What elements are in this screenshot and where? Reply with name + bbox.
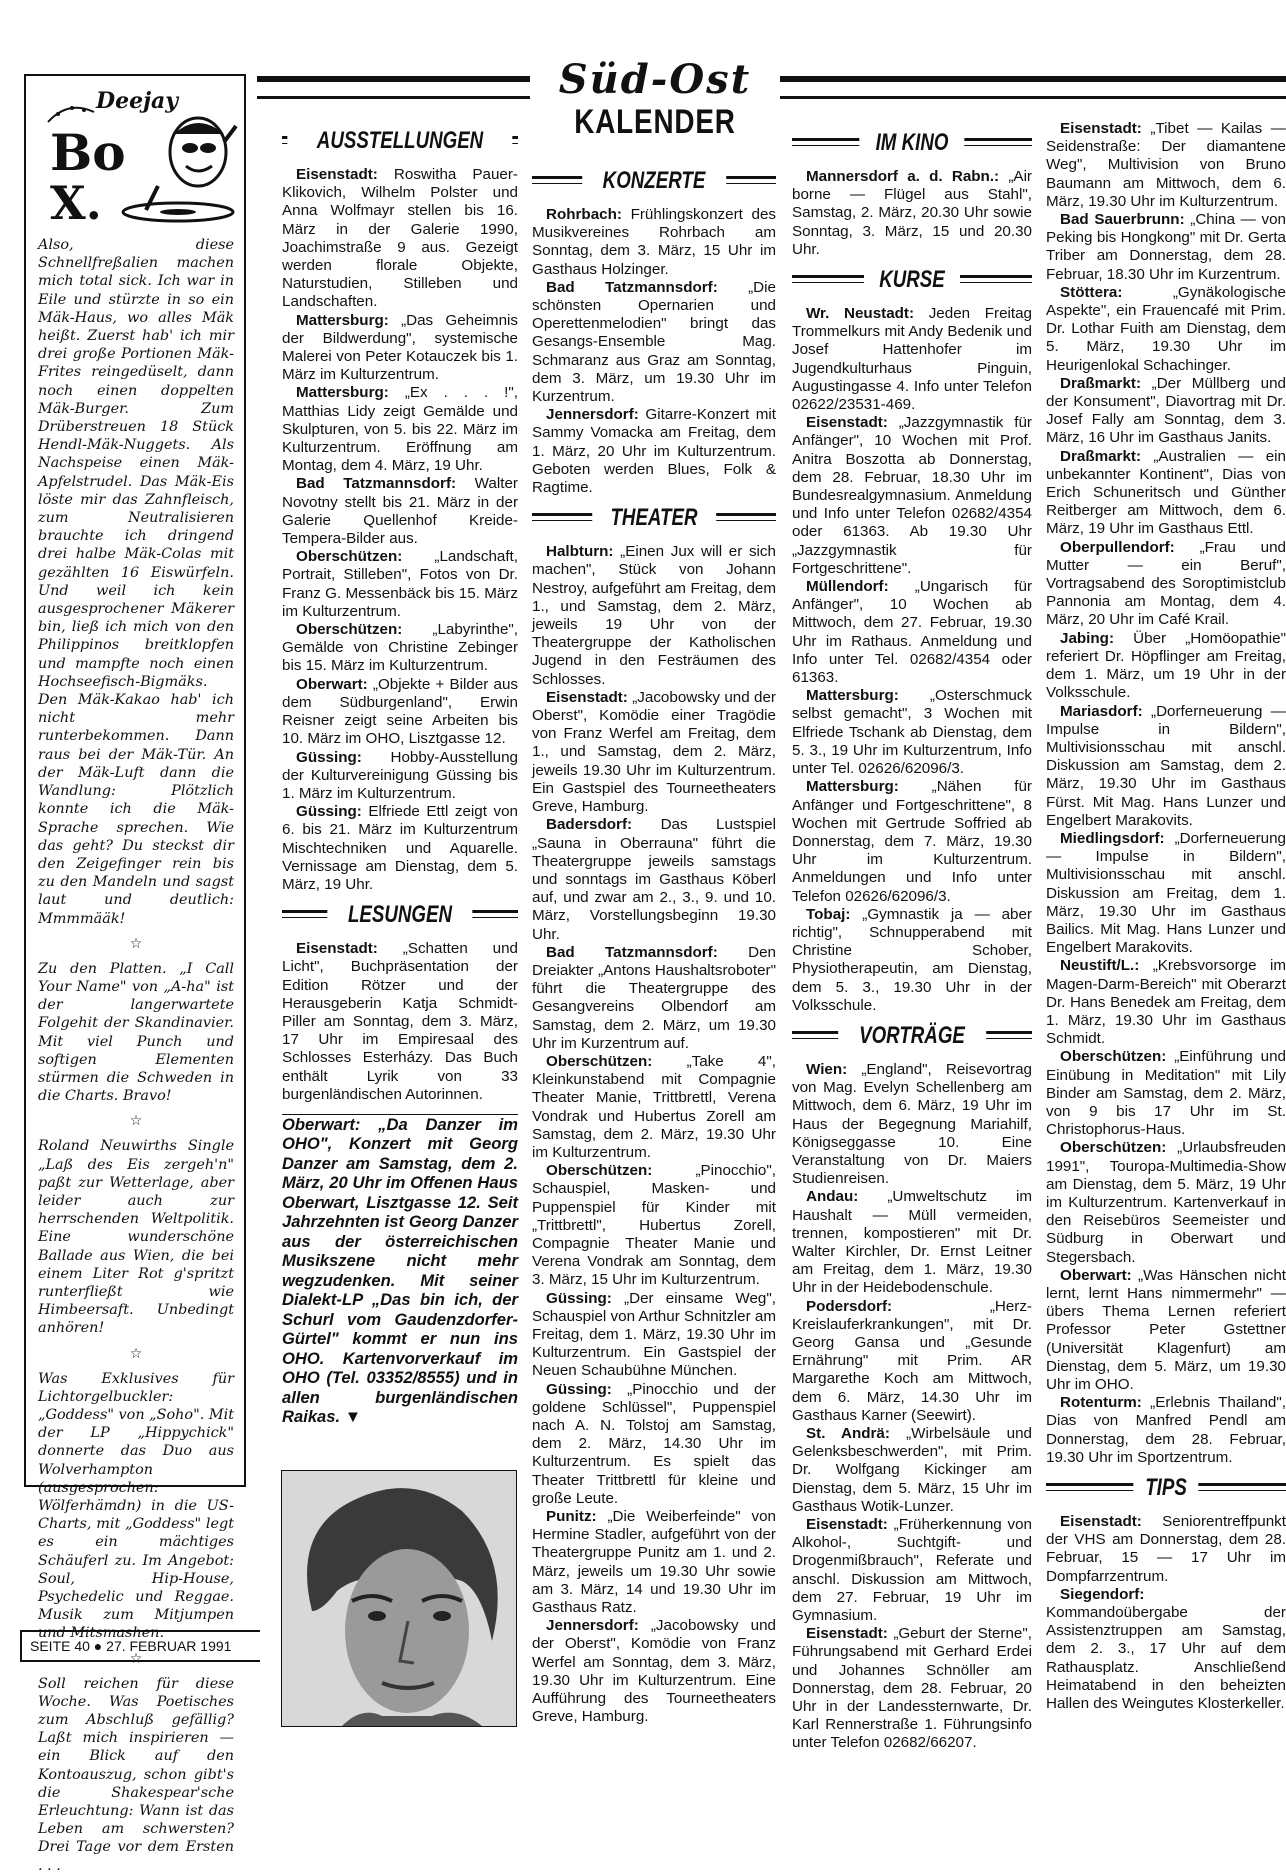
event-listing	[1046, 1586, 1286, 1713]
event-listing	[532, 279, 776, 406]
column-2	[532, 160, 776, 1726]
event-place: Bad Tatzmannsdorf:	[546, 278, 718, 296]
event-place: Punitz:	[546, 1508, 597, 1526]
event-text: Walter Novotny stellt bis 21. März in der Galerie Quellenhof Kreide-Tempera-Bilder aus.	[282, 475, 518, 548]
event-listing	[282, 312, 518, 385]
column-3	[792, 122, 1032, 1753]
event-place: Eisenstadt:	[1060, 1513, 1142, 1531]
event-text: „Osterschmuck selbst gemacht", 3 Wochen mit Elfriede Tschank ab Dienstag, dem 5. 3., 19 Uhr im Kulturzentrum, Info unter Tel. 02626/62096/3.	[792, 687, 1032, 778]
kurse-list	[792, 305, 1032, 1015]
event-text: „Dorferneuerung — Impulse in Bildern", Multivisionsschau mit anschl. Diskussion am Samstag, dem 2. März, 19.30 Uhr im Gasthaus Fürst. Mit Mag. Hans Lunzer und Engelbert Marakovits.	[1046, 702, 1286, 829]
event-listing	[532, 543, 776, 689]
logo-x-text: X.	[50, 176, 102, 230]
event-place: Draßmarkt:	[1060, 447, 1142, 465]
event-place: Rotenturm:	[1060, 1394, 1142, 1412]
event-listing	[1046, 539, 1286, 630]
event-place: St. Andrä:	[806, 1425, 890, 1442]
event-listing	[282, 475, 518, 548]
event-place: Oberschützen:	[546, 1162, 653, 1180]
event-listing	[282, 676, 518, 749]
event-listing	[1046, 703, 1286, 830]
event-place: Bad Tatzmannsdorf:	[546, 943, 718, 961]
event-listing	[792, 1425, 1032, 1516]
event-place: Mattersburg:	[296, 384, 389, 402]
section-header-kino: IM KINO	[792, 128, 1032, 160]
event-text: „Nähen für Anfänger und Fortgeschrittene", 8 Wochen mit Gertrude Soffried ab Donnerstag, dem 7. März, 19.30 Uhr im Kulturzentrum. Anmeldungen und Info unter Telefon 02626/62096/3.	[792, 778, 1032, 905]
event-listing	[1046, 284, 1286, 375]
event-listing	[532, 206, 776, 279]
page-footer: SEITE 40 ● 27. FEBRUAR 1991	[20, 1630, 260, 1662]
event-place: Stöttera:	[1060, 283, 1123, 301]
event-place: Eisenstadt:	[806, 414, 888, 432]
event-text: „Gynäkologische Aspekte", ein Frauencafé mit Prim. Dr. Lothar Fuith am Dienstag, dem 5. März, 19.30 Uhr im Heurigenlokal Schachinger.	[1046, 283, 1286, 374]
theater-list	[532, 543, 776, 1726]
event-place: Eisenstadt:	[1060, 120, 1142, 137]
event-listing	[282, 803, 518, 894]
section-header-vortraege: VORTRÄGE	[792, 1021, 1032, 1053]
event-listing	[1046, 1048, 1286, 1139]
event-place: Draßmarkt:	[1060, 374, 1142, 392]
event-place: Güssing:	[296, 803, 362, 821]
event-place: Jennersdorf:	[546, 406, 639, 424]
event-text: „Die Weiberfeinde" von Hermine Stadler, aufgeführt von der Theatergruppe Punitz am 1. und 2. März, jeweils um 19.30 Uhr sowie am 3. März, 14 und 19.30 Uhr im Gasthaus Ratz.	[532, 1508, 776, 1617]
event-place: Rohrbach:	[546, 206, 622, 223]
deejay-paragraph: Roland Neuwirths Single „Laß des Eis zergeh'n" paßt zur Wetterlage, aber leider auch zur herrschenden Weltpolitik. Eine wunderschöne Ballade aus Wien, die bei einem Liter Rot g'spritzt runterfließt wie Himbeersaft. Unbedingt anhören!	[38, 1138, 234, 1337]
column-4	[1046, 120, 1286, 1713]
section-header-theater: THEATER	[532, 503, 776, 535]
event-place: Eisenstadt:	[546, 688, 628, 706]
event-text: „Gymnastik ja — aber richtig", Schnupperabend mit Christine Schober, Physiotherapeutin, am Dienstag, dem 5. 3., 19.30 Uhr in der Volksschule.	[792, 905, 1032, 1014]
masthead	[530, 58, 780, 148]
lesungen-list	[282, 940, 518, 1104]
event-text: „Frau und Mutter — ein Beruf", Vortragsabend des Soroptimistclub Pannonia am Montag, dem 4. März, 20 Uhr im Café Krail.	[1046, 538, 1286, 629]
event-text: Das Lustspiel „Sauna in Oberrauna" führt die Theatergruppe jeweils samstags und sonntags im Gasthaus Köberl auf, und zwar am 2., 3., 9. und 10. März, Vorstellungsbeginn 19.30 Uhr.	[532, 816, 776, 943]
event-place: Eisenstadt:	[806, 1516, 888, 1534]
event-text: Gitarre-Konzert mit Sammy Vomacka am Freitag, dem 1. März, 20 Uhr im Kulturzentrum. Geboten werden Blues, Folk & Ragtime.	[532, 406, 776, 497]
event-place: Mattersburg:	[806, 687, 899, 705]
star-divider: ☆	[129, 1650, 143, 1667]
event-place: Oberpullendorf:	[1060, 538, 1175, 556]
event-listing	[1046, 830, 1286, 957]
event-place: Bad Tatzmannsdorf:	[296, 475, 457, 493]
event-place: Güssing:	[546, 1380, 612, 1398]
event-text: „Der einsame Weg", Schauspiel von Arthur Schnitzler am Freitag, dem 1. März, 19.30 Uhr im Kulturzentrum. Ein Gastspiel der Neuen Schaubühne München.	[532, 1289, 776, 1380]
event-listing	[532, 406, 776, 497]
event-listing	[792, 1298, 1032, 1425]
event-text: „Das Geheimnis der Bildwerdung", systemische Malerei von Peter Kotauczek bis 1. März im Kulturzentrum.	[282, 311, 518, 384]
event-listing	[532, 689, 776, 816]
kino-list	[792, 168, 1032, 259]
event-place: Güssing:	[546, 1289, 612, 1307]
deejay-paragraph: Also, diese Schnellfreßalien machen mich total sick. Ich war in Eile und stürzte in so ein Mäk-Haus, wo alles Mäk heißt. Zuerst hab' ich mir drei große Portionen Mäk-Frites reingedüselt, dann noch einen doppelten Mäk-Burger. Zum Drüberstreuen 18 Stück Hendl-Mäk-Nuggets. Als Nachspeise einen Mäk-Apfelstrudel. Das Mäk-Eis löste mir das Zahnfleisch, zum Neutralisieren brauchte ich dringend drei halbe Mäk-Colas mit gezählten 16 Eiswürfeln. Und weil ich kein ausgesprochener Mäkerer bin, ließ ich mich von den Philippinos breitklopfen und mampfte noch einen Hochseefisch-Bigmäks. Den Mäk-Kakao hab' ich nicht mehr runterbekommen. Dann raus bei der Mäk-Tür. An der Mäk-Luft dann die Wandlung: Plötzlich konnte ich die Mäk-Sprache sprechen. Wie das geht? Du steckst dir den Zeigefinger rein bis zu den Mandeln und sagst laut und deutlich: Mmmmääk!	[38, 237, 234, 927]
event-place: Oberschützen:	[296, 548, 403, 566]
event-place: Müllendorf:	[806, 578, 889, 596]
event-text: „Der Müllberg und der Konsument", Diavortrag mit Dr. Josef Fally am Sonntag, dem 3. März, 16 Uhr im Gasthaus Janits.	[1046, 374, 1286, 447]
event-text: „Geburt der Sterne", Führungsabend mit Gerhard Erdei und Johannes Schnöller am Donnerstag, dem 28. Februar, 20 Uhr in der Landessternwarte, Dr. Karl Rennerstraße 1. Führungsinfo unter Telefon 02682/66207.	[792, 1625, 1032, 1752]
event-listing	[532, 1290, 776, 1381]
event-text: „Ex . . . !", Matthias Lidy zeigt Gemälde und Skulpturen, von 5. bis 22. März im Kulturzentrum. Eröffnung am Montag, dem 4. März, 19 Uhr.	[282, 384, 518, 475]
event-place: Jennersdorf:	[546, 1617, 639, 1635]
event-place: Tobaj:	[806, 905, 851, 923]
tips-list	[1046, 1513, 1286, 1713]
event-text: Hobby-Ausstellung der Kulturvereinigung Güssing bis 1. März im Kulturzentrum.	[282, 748, 518, 802]
event-listing	[792, 1188, 1032, 1297]
event-place: Mattersburg:	[806, 778, 899, 796]
event-place: Bad Sauerbrunn:	[1060, 211, 1185, 229]
star-divider: ☆	[129, 1113, 143, 1130]
event-listing	[532, 1617, 776, 1726]
event-text: „Dorferneuerung — Impulse in Bildern", Multivisionsschau mit anschl. Diskussion am Freitag, dem 1. März, 19.30 Uhr im Gasthaus Bailics. Mit Mag. Hans Lunzer und Engelbert Marakovits.	[1046, 829, 1286, 957]
event-listing	[282, 548, 518, 621]
event-text: „Umweltschutz im Haushalt — Müll vermeiden, trennen, kompostieren" mit Dr. Walter Kirchler, Dr. Ernst Leitner am Freitag, dem 1. März, 19.30 Uhr in der Heidebodenschule.	[792, 1188, 1032, 1297]
georg-danzer-photo	[281, 1470, 517, 1727]
event-place: Wr. Neustadt:	[806, 305, 915, 323]
event-text: „Wirbelsäule und Gelenksbeschwerden", mit Prim. Dr. Wolfgang Kickinger am Dienstag, dem 5. März, 15 Uhr im Gasthaus Wotik-Lunzer.	[792, 1425, 1032, 1515]
event-listing	[792, 305, 1032, 414]
event-text: „England", Reisevortrag von Mag. Evelyn Schellenberg am Mittwoch, dem 6. März, 19 Uhr im Haus der Begegnung Mariahilf, Königseggasse 10. Eine Veranstaltung von Dr. Maiers Studienreisen.	[792, 1060, 1032, 1188]
event-listing	[792, 778, 1032, 905]
event-text: Elfriede Ettl zeigt von 6. bis 21. März im Kulturzentrum Mischtechniken und Aquarelle. Vernissage am Dienstag, dem 5. März, 19 Uhr.	[282, 803, 518, 893]
event-place: Wien:	[806, 1060, 848, 1078]
event-text: Frühlingskonzert des Musikvereines Rohrbach am Sonntag, dem 3. März, 15 Uhr im Gasthaus Holzinger.	[532, 206, 776, 278]
event-place: Oberschützen:	[296, 621, 403, 639]
event-text: Roswitha Pauer-Klikovich, Wilhelm Polster und Anna Wolfmayr stellen bis 16. März in der Galerie 1990, Joachimstraße 9 aus. Gezeigt werden florale Objekte, Naturstudien, Stilleben und Landschaften.	[282, 166, 518, 311]
event-text: „Landschaft, Portrait, Stilleben", Fotos von Dr. Franz G. Messenbäck bis 15. März im Kulturzentrum.	[282, 548, 518, 620]
event-place: Oberwart:	[1060, 1266, 1132, 1284]
event-text: „Tibet — Kailas — Seidenstraße: Der diamantene Weg", Multivision von Bruno Baumann am Mittwoch, dem 6. März, 19.30 Uhr im Kulturzentrum.	[1046, 120, 1286, 210]
column-1	[282, 120, 518, 1427]
deejay-box-logo	[38, 76, 234, 236]
event-listing	[532, 1053, 776, 1162]
event-text: „Ungarisch für Anfänger", 10 Wochen ab Mittwoch, dem 27. Februar, 19.30 Uhr im Rathaus. Anmeldung und Info unter Tel. 02682/4354 oder 61363.	[792, 578, 1032, 687]
event-place: Halbturn:	[546, 543, 614, 561]
masthead-top: Süd-Ost	[558, 56, 752, 103]
event-text: „Einen Jux will er sich machen", Stück von Johann Nestroy, aufgeführt am Freitag, dem 1., und Samstag, dem 2. März, jeweils 19 Uhr von der Theatergruppe der Katholischen Jugend in den Festräumen des Schlosses.	[532, 543, 776, 688]
event-text: „Urlaubsfreuden 1991", Touropa-Multimedia-Show am Dienstag, dem 5. März, 19 Uhr im Kulturzentrum. Kartenverkauf in den Reisebüros Seemeister und Südburg in Oberwart und Stegersbach.	[1046, 1139, 1286, 1266]
event-listing	[1046, 1139, 1286, 1266]
event-listing	[792, 1516, 1032, 1625]
event-text: Jeden Freitag Trommelkurs mit Andy Bedenik und Josef Hattenhofer im Jugendkulturhaus Pinguin, Augustingasse 4. Info unter Telefon 02622/23531-469.	[792, 305, 1032, 414]
event-listing	[1046, 448, 1286, 539]
event-place: Andau:	[806, 1188, 859, 1206]
star-divider: ☆	[129, 1345, 143, 1362]
event-text: „Air borne — Flügel aus Stahl", Samstag, 2. März, 20.30 Uhr sowie Sonntag, 3. März, 15 und 20.30 Uhr.	[792, 168, 1032, 258]
section-header-lesungen: LESUNGEN	[282, 900, 518, 932]
event-text: „China — von Peking bis Hongkong" mit Dr. Gerta Triber am Donnerstag, dem 28. Februar, 18.30 Uhr im Kurzentrum.	[1046, 211, 1286, 283]
event-text: „Einführung und Einübung in Meditation" mit Lily Binder am Samstag, dem 2. März, von 9 bis 17 Uhr im St. Christophorus-Haus.	[1046, 1048, 1286, 1139]
event-text: „Schatten und Licht", Buchpräsentation der Edition Rötzer und der Herausgeberin Katja Schmidt-Piller am Sonntag, dem 3. März, 17 Uhr im Empiresaal des Schlosses Esterházy. Das Buch enthält Lyrik von 33 burgenländischen Autorinnen.	[282, 940, 518, 1103]
logo-deejay-text: Deejay	[96, 88, 179, 114]
event-listing	[1046, 1394, 1286, 1467]
deejay-paragraph: Soll reichen für diese Woche. Was Poetisches zum Abschluß gefällig? Laßt mich inspirieren — ein Blick auf den Kontoauszug, schon gibt's die Shakespear'sche Erleuchtung: Wann ist das Leben am schwersten? Drei Tage vor dem Ersten . . .	[38, 1675, 234, 1874]
event-text: „Pinocchio und der goldene Schlüssel", Puppenspiel nach A. N. Tolstoj am Samstag, dem 2. März, 14.30 Uhr im Kulturzentrum. Es spielt das Theater Trittbrettl für kleine und große Leute.	[532, 1380, 776, 1507]
event-listing	[532, 1162, 776, 1289]
event-place: Oberschützen:	[1060, 1048, 1167, 1066]
event-place: Podersdorf:	[806, 1297, 893, 1315]
event-place: Mariasdorf:	[1060, 702, 1143, 720]
event-text: „Pinocchio", Schauspiel, Masken- und Puppenspiel für Kinder mit „Trittbrettl", Hubertus Zorell, Compagnie Theater Manie und Verena Vondrak am Sonntag, dem 3. März, 15 Uhr im Kulturzentrum.	[532, 1162, 776, 1289]
event-place: Eisenstadt:	[296, 940, 378, 958]
event-listing	[532, 1508, 776, 1617]
event-text: „Jacobowsky und der Oberst", Komödie von Franz Werfel am Sonntag, dem 3. März, 19.30 Uhr im Kulturzentrum. Eine Aufführung des Tourneetheaters Greve, Hamburg.	[532, 1617, 776, 1726]
event-text: „Take 4", Kleinkunstabend mit Compagnie Theater Manie, Trittbrettl, Verena Vondrak und Hubertus Zorell am Samstag, dem 2. März, 19.30 Uhr im Kulturzentrum.	[532, 1052, 776, 1161]
event-text: Seniorentreffpunkt der VHS am Donnerstag, dem 28. Februar, 15 — 17 Uhr im Dompfarrzentrum.	[1046, 1513, 1286, 1585]
event-listing	[792, 1061, 1032, 1188]
event-text: „Die schönsten Opernarien und Operettenmelodien" bringt das Gesangs-Ensemble Mag. Schmaranz aus Graz am Sonntag, dem 3. März, um 19.30 Uhr im Kurzentrum.	[532, 278, 776, 406]
section-header-tips: TIPS	[1046, 1473, 1286, 1505]
event-text: „Was Hänschen nicht lernt, lernt Hans nimmermehr" — übers Thema Lernen referiert Professor Peter Gstettner (Universität Klagenfurt) am Dienstag, dem 5. März, um 19.30 Uhr im OHO.	[1046, 1266, 1286, 1394]
event-text: Kommandoübergabe der Assistenztruppen am Samstag, dem 2. 3., 17 Uhr auf dem Rathausplatz. Anschließend Heimatabend in den beheizten Hallen des Weingutes Klosterkeller.	[1046, 1604, 1286, 1713]
event-listing	[792, 578, 1032, 687]
event-place: Eisenstadt:	[806, 1625, 888, 1643]
event-listing	[1046, 1267, 1286, 1394]
konzerte-list	[532, 206, 776, 497]
event-place: Badersdorf:	[546, 816, 633, 834]
event-listing	[1046, 120, 1286, 211]
deejay-paragraph: Was Exklusives für Lichtorgelbuckler: „Goddess" von „Soho". Mit der LP „Hippychick" donnerte das Duo aus Wolverhampton (ausgesprochen: Wölferhämdn) in die US-Charts, mit „Goddess" legt es ein mächtiges Schäuferl zu. Im Angebot: Soul, Hip-House, Psychedelic und Reggae. Musik zum Mitjumpen und Mitsmashen.	[38, 1370, 234, 1642]
event-listing	[792, 168, 1032, 259]
event-listing	[1046, 1513, 1286, 1586]
event-text: „Krebsvorsorge im Magen-Darm-Bereich" mit Oberarzt Dr. Hans Benedek am Freitag, dem 1. März, 19.30 Uhr im Gasthaus Schmidt.	[1046, 957, 1286, 1048]
event-place: Eisenstadt:	[296, 166, 378, 183]
event-place: Siegendorf:	[1060, 1585, 1145, 1603]
event-text: Den Dreiakter „Antons Haushaltsroboter" führt die Theatergruppe des Gesangvereins Olbendorf am Samstag, dem 2. März, um 19.30 Uhr im Kurzentrum auf.	[532, 943, 776, 1052]
event-listing	[532, 1381, 776, 1508]
event-listing	[282, 621, 518, 676]
deejay-paragraph: Zu den Platten. „I Call Your Name" von „A-ha" ist der langerwartete Folgehit der Skandinavier. Mit viel Punch und softigen Elementen stürmen die Schweden in die Charts. Bravo!	[38, 960, 234, 1105]
event-listing	[282, 749, 518, 804]
event-place: Oberschützen:	[1060, 1139, 1167, 1157]
event-text: Über „Homöopathie" referiert Dr. Höpflinger am Freitag, dem 1. März, um 19 Uhr in der Volksschule.	[1046, 629, 1286, 702]
event-listing	[792, 414, 1032, 578]
event-place: Jabing:	[1060, 629, 1115, 647]
event-listing	[282, 384, 518, 475]
event-listing	[792, 906, 1032, 1015]
event-listing	[1046, 957, 1286, 1048]
event-listing	[1046, 211, 1286, 284]
event-place: Mannersdorf a. d. Rabn.:	[806, 168, 1000, 185]
event-listing	[532, 816, 776, 943]
teaser-arrow-icon: ▼	[344, 1407, 362, 1427]
event-text: „Jazzgymnastik für Anfänger", 10 Wochen mit Prof. Anitra Boszotta ab Donnerstag, dem 28. Februar, 18.30 Uhr im Bundesrealgymnasium. Anmeldung und Info unter Telefon 02682/4354 oder 61363. Ab 19.30 Uhr „Jazzgymnastik für Fortgeschrittene".	[792, 414, 1032, 577]
event-text: „Jacobowsky und der Oberst", Komödie einer Tragödie von Franz Werfel am Freitag, dem 1., und Samstag, dem 2. März, jeweils 19.30 Uhr im Kulturzentrum. Ein Gastspiel des Tourneetheaters Greve, Hamburg.	[532, 688, 776, 816]
vortraege-continued-list	[1046, 120, 1286, 1467]
event-text: „Australien — ein unbekannter Kontinent", Dias von Erich Schuneritsch und Günther Reitberger am Mittwoch, dem 6. März, 19 Uhr im Gasthaus Ettl.	[1046, 447, 1286, 538]
event-place: Neustift/L.:	[1060, 957, 1140, 975]
ausstellungen-list	[282, 166, 518, 894]
section-header-ausstellungen: AUSSTELLUNGEN	[282, 126, 518, 158]
section-header-konzerte: KONZERTE	[532, 166, 776, 198]
event-listing	[282, 166, 518, 312]
event-text: „Herz-Kreislauferkrankungen", mit Dr. Georg Gansa und „Gesunde Ernährung" mit Prim. AR Margarethe Koch am Mittwoch, dem 6. März, 14.30 Uhr im Gasthaus Karner (Seewirt).	[792, 1297, 1032, 1424]
oberwart-teaser: Oberwart: „Da Danzer im OHO", Konzert mit Georg Danzer am Samstag, dem 2. März, 20 Uhr im Offenen Haus Oberwart, Lisztgasse 12. Seit Jahrzehnten ist Georg Danzer aus der österreichischen Musikszene nicht mehr wegzudenken. Mit seiner Dialekt-LP „Das bin ich, der Schurl vom Gaudenzdorfer-Gürtel" kommt er nun ins OHO. Kartenvorverkauf im OHO (Tel. 03352/8555) und in allen burgenländischen Raikas. ▼	[282, 1114, 518, 1427]
logo-box-text: Bo	[50, 123, 126, 182]
event-listing	[532, 944, 776, 1053]
event-place: Güssing:	[296, 748, 362, 766]
event-listing	[792, 1625, 1032, 1752]
event-text: „Erlebnis Thailand", Dias von Manfred Pendl am Donnerstag, dem 28. Februar, 19.30 Uhr im Sportzentrum.	[1046, 1394, 1286, 1466]
masthead-bottom: KALENDER	[574, 103, 736, 141]
event-place: Oberschützen:	[546, 1052, 653, 1070]
event-listing	[1046, 375, 1286, 448]
event-text: „Objekte + Bilder aus dem Südburgenland", Erwin Reisner zeigt seine Arbeiten bis 10. März im OHO, Lisztgasse 12.	[282, 675, 518, 748]
event-place: Mattersburg:	[296, 311, 389, 329]
event-place: Oberwart:	[296, 675, 368, 693]
event-listing	[282, 940, 518, 1104]
event-text: „Labyrinthe", Gemälde von Christine Zebinger bis 15. März im Kulturzentrum.	[282, 621, 518, 675]
vortraege-list	[792, 1061, 1032, 1753]
portrait-image	[282, 1471, 516, 1726]
section-header-kurse: KURSE	[792, 265, 1032, 297]
event-listing	[1046, 630, 1286, 703]
event-place: Miedlingsdorf:	[1060, 829, 1165, 847]
star-divider: ☆	[129, 935, 143, 952]
event-listing	[792, 687, 1032, 778]
event-text: „Früherkennung von Alkohol-, Suchtgift- und Drogenmißbrauch", Referate und anschl. Diskussion am Mittwoch, dem 27. Februar, 19 Uhr im Gymnasium.	[792, 1516, 1032, 1625]
